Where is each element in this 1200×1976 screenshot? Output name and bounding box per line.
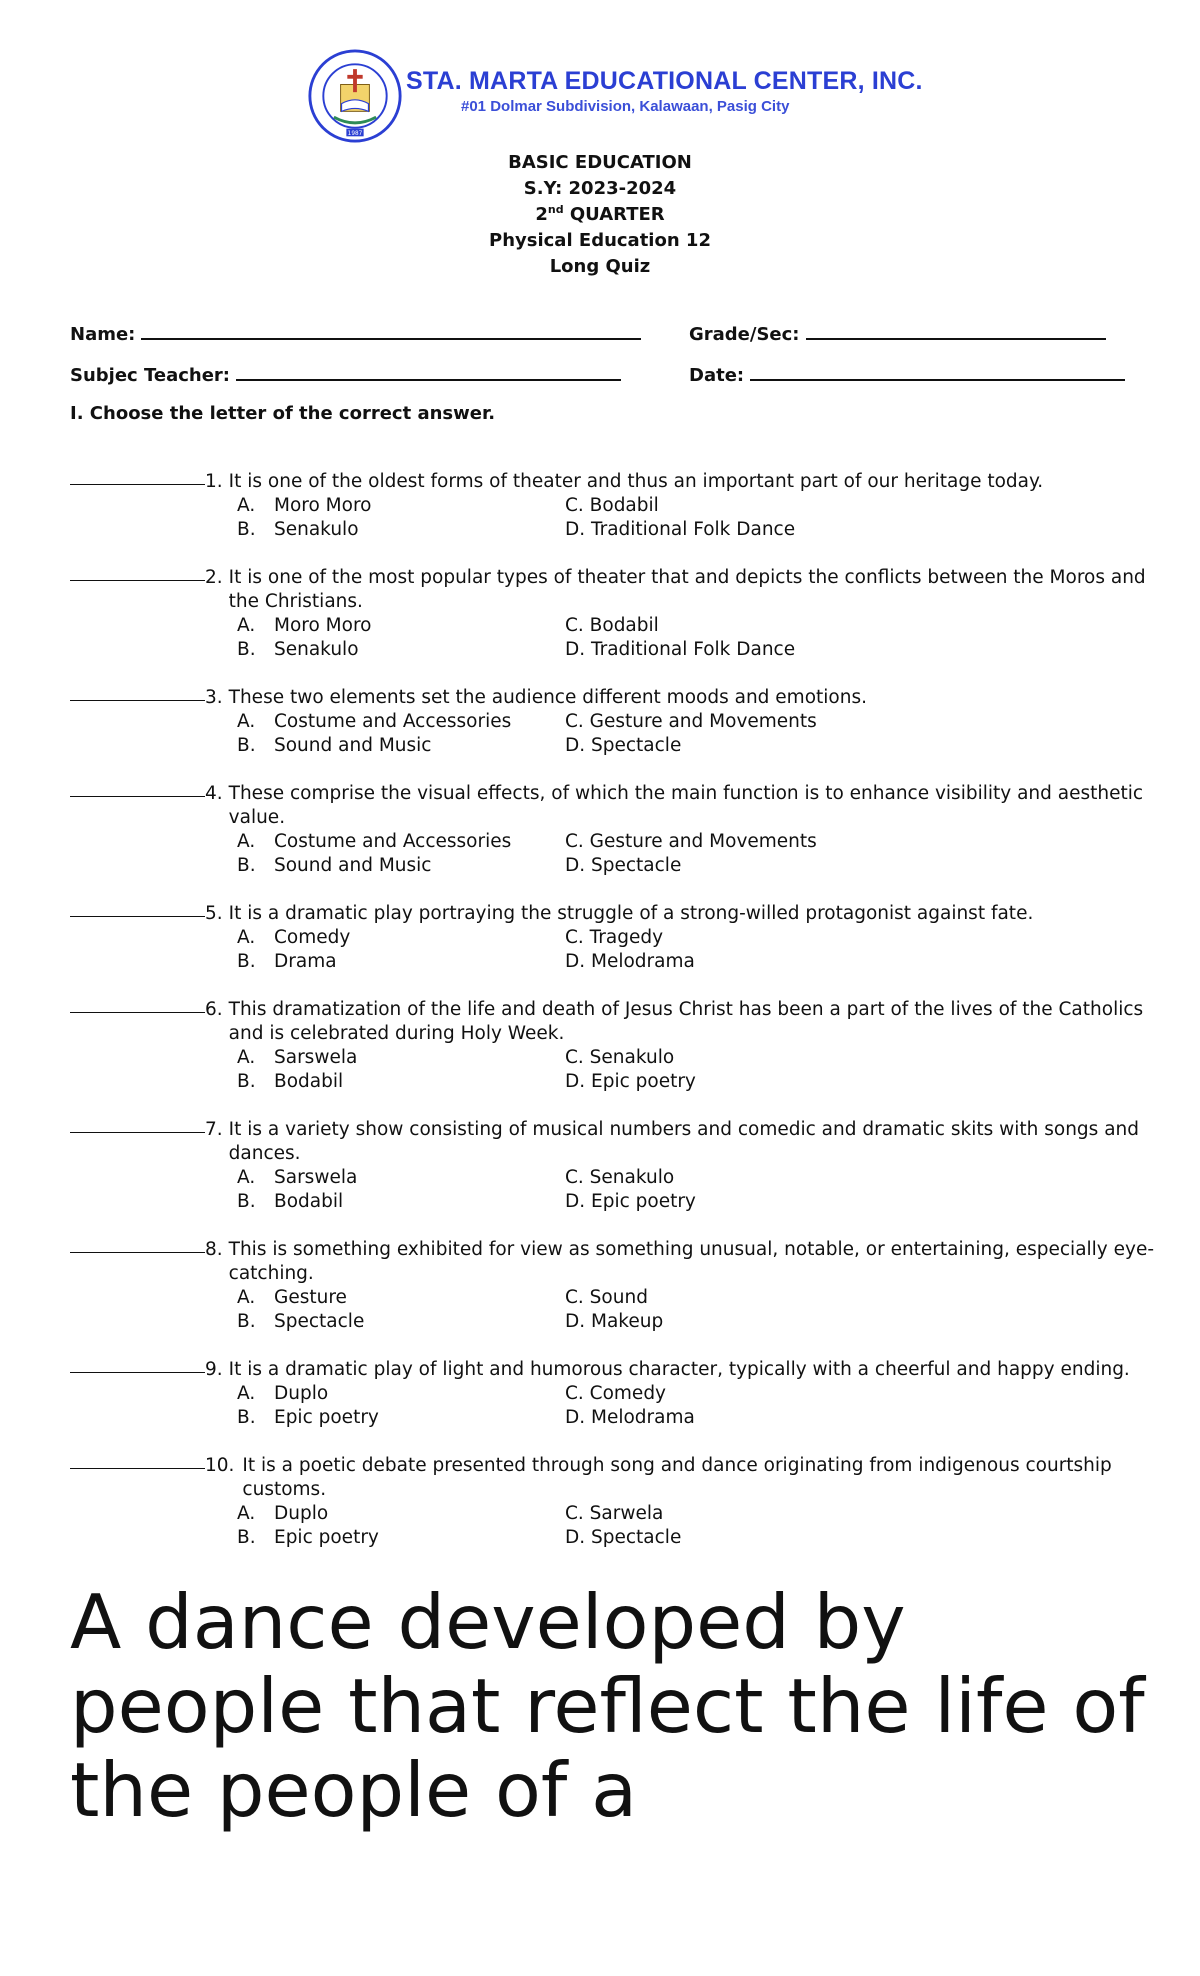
option-c: C. Bodabil xyxy=(565,615,659,636)
question-number: 7. xyxy=(205,1119,223,1140)
question-item xyxy=(70,1238,1160,1334)
option-c: C. Sound xyxy=(565,1287,648,1308)
question-number: 6. xyxy=(205,999,223,1020)
exam-type: Long Quiz xyxy=(549,256,651,277)
option-a: A. Costume and Accessories xyxy=(237,831,512,852)
answer-blank[interactable] xyxy=(70,566,205,581)
option-d: D. Epic poetry xyxy=(565,1191,696,1212)
question-text: It is a dramatic play portraying the struggle of a strong-willed protagonist against fate. xyxy=(228,903,1034,924)
option-d: D. Traditional Folk Dance xyxy=(565,519,796,540)
option-d: D. Traditional Folk Dance xyxy=(565,639,796,660)
svg-text:1987: 1987 xyxy=(347,130,363,137)
option-c: C. Gesture and Movements xyxy=(565,831,817,852)
question-item xyxy=(70,686,1160,758)
option-d: D. Spectacle xyxy=(565,855,682,876)
question-text: These comprise the visual effects, of which the main function is to enhance visibility and aesthetic value. xyxy=(228,783,1144,828)
answer-options xyxy=(237,710,1160,758)
answer-options xyxy=(237,494,1160,542)
question-number: 10. xyxy=(205,1455,235,1476)
question-item xyxy=(70,902,1160,974)
option-a: A. Sarswela xyxy=(237,1167,358,1188)
answer-blank[interactable] xyxy=(70,902,205,917)
option-b: B. Bodabil xyxy=(237,1071,344,1092)
answer-options xyxy=(237,926,1160,974)
overlay-caption: A dance developed by people that reflect the life of the people of a xyxy=(70,1578,1145,1834)
option-b: B. Spectacle xyxy=(237,1311,365,1332)
answer-blank[interactable] xyxy=(70,1454,205,1469)
option-b: B. Senakulo xyxy=(237,519,359,540)
question-text: It is a variety show consisting of musical numbers and comedic and dramatic skits with songs and dances. xyxy=(228,1119,1140,1164)
option-b: B. Epic poetry xyxy=(237,1527,379,1548)
question-number: 9. xyxy=(205,1359,223,1380)
option-b: B. Sound and Music xyxy=(237,855,432,876)
school-name: STA. MARTA EDUCATIONAL CENTER, INC. xyxy=(406,67,923,95)
question-text: It is a dramatic play of light and humorous character, typically with a cheerful and happy ending. xyxy=(228,1359,1130,1380)
answer-options xyxy=(237,830,1160,878)
instructions: I. Choose the letter of the correct answer. xyxy=(70,403,496,424)
answer-options xyxy=(237,1166,1160,1214)
option-a: A. Moro Moro xyxy=(237,495,372,516)
answer-blank[interactable] xyxy=(70,1238,205,1253)
question-item xyxy=(70,782,1160,878)
option-a: A. Costume and Accessories xyxy=(237,711,512,732)
option-d: D. Makeup xyxy=(565,1311,664,1332)
option-b: B. Senakulo xyxy=(237,639,359,660)
question-text: This dramatization of the life and death of Jesus Christ has been a part of the lives of the Catholics and is celebrated during Holy Week. xyxy=(228,999,1144,1044)
question-item xyxy=(70,1454,1160,1550)
option-b: B. Bodabil xyxy=(237,1191,344,1212)
document-header xyxy=(0,0,1200,150)
answer-blank[interactable] xyxy=(70,686,205,701)
question-item xyxy=(70,998,1160,1094)
option-c: C. Bodabil xyxy=(565,495,659,516)
option-a: A. Gesture xyxy=(237,1287,347,1308)
option-c: C. Senakulo xyxy=(565,1167,675,1188)
question-text: It is a poetic debate presented through song and dance originating from indigenous courtship customs. xyxy=(242,1455,1112,1500)
question-item xyxy=(70,566,1160,662)
option-a: A. Duplo xyxy=(237,1503,329,1524)
option-a: A. Moro Moro xyxy=(237,615,372,636)
answer-options xyxy=(237,1502,1160,1550)
option-c: C. Gesture and Movements xyxy=(565,711,817,732)
answer-options xyxy=(237,1046,1160,1094)
school-seal-logo xyxy=(307,48,403,144)
name-field[interactable]: Name: xyxy=(70,322,641,345)
question-text: This is something exhibited for view as something unusual, notable, or entertaining, especially eye-catching. xyxy=(228,1239,1155,1284)
department-title: BASIC EDUCATION xyxy=(508,152,692,173)
question-number: 3. xyxy=(205,687,223,708)
student-info-row xyxy=(0,322,1200,352)
answer-blank[interactable] xyxy=(70,1358,205,1373)
answer-options xyxy=(237,1286,1160,1334)
option-c: C. Senakulo xyxy=(565,1047,675,1068)
option-d: D. Melodrama xyxy=(565,951,695,972)
grade-section-field[interactable]: Grade/Sec: xyxy=(689,322,1106,345)
option-d: D. Spectacle xyxy=(565,1527,682,1548)
question-text: These two elements set the audience different moods and emotions. xyxy=(228,687,867,708)
question-item xyxy=(70,470,1160,542)
question-number: 5. xyxy=(205,903,223,924)
option-d: D. Melodrama xyxy=(565,1407,695,1428)
option-c: C. Tragedy xyxy=(565,927,664,948)
answer-options xyxy=(237,614,1160,662)
subject-title: Physical Education 12 xyxy=(489,230,711,251)
question-number: 1. xyxy=(205,471,223,492)
answer-blank[interactable] xyxy=(70,1118,205,1133)
answer-options xyxy=(237,1382,1160,1430)
question-text: It is one of the oldest forms of theater and thus an important part of our heritage today. xyxy=(228,471,1044,492)
answer-blank[interactable] xyxy=(70,782,205,797)
option-a: A. Duplo xyxy=(237,1383,329,1404)
option-a: A. Comedy xyxy=(237,927,351,948)
teacher-info-row xyxy=(0,363,1200,393)
quarter-title: 2nd QUARTER xyxy=(535,203,665,225)
school-year: S.Y: 2023-2024 xyxy=(523,178,677,199)
option-b: B. Sound and Music xyxy=(237,735,432,756)
school-address: #01 Dolmar Subdivision, Kalawaan, Pasig City xyxy=(461,98,790,115)
question-text: It is one of the most popular types of theater that and depicts the conflicts between the Moros and the Christians. xyxy=(228,567,1146,612)
question-list xyxy=(70,470,1160,1574)
option-c: C. Sarwela xyxy=(565,1503,664,1524)
question-number: 8. xyxy=(205,1239,223,1260)
subject-teacher-field[interactable]: Subjec Teacher: xyxy=(70,363,621,386)
question-number: 4. xyxy=(205,783,223,804)
option-d: D. Epic poetry xyxy=(565,1071,696,1092)
option-b: B. Epic poetry xyxy=(237,1407,379,1428)
option-d: D. Spectacle xyxy=(565,735,682,756)
answer-blank[interactable] xyxy=(70,998,205,1013)
question-item xyxy=(70,1358,1160,1430)
question-number: 2. xyxy=(205,567,223,588)
question-item xyxy=(70,1118,1160,1214)
option-c: C. Comedy xyxy=(565,1383,667,1404)
answer-blank[interactable] xyxy=(70,470,205,485)
date-field[interactable]: Date: xyxy=(689,363,1125,386)
option-a: A. Sarswela xyxy=(237,1047,358,1068)
exam-title-block xyxy=(0,150,1200,280)
option-b: B. Drama xyxy=(237,951,337,972)
